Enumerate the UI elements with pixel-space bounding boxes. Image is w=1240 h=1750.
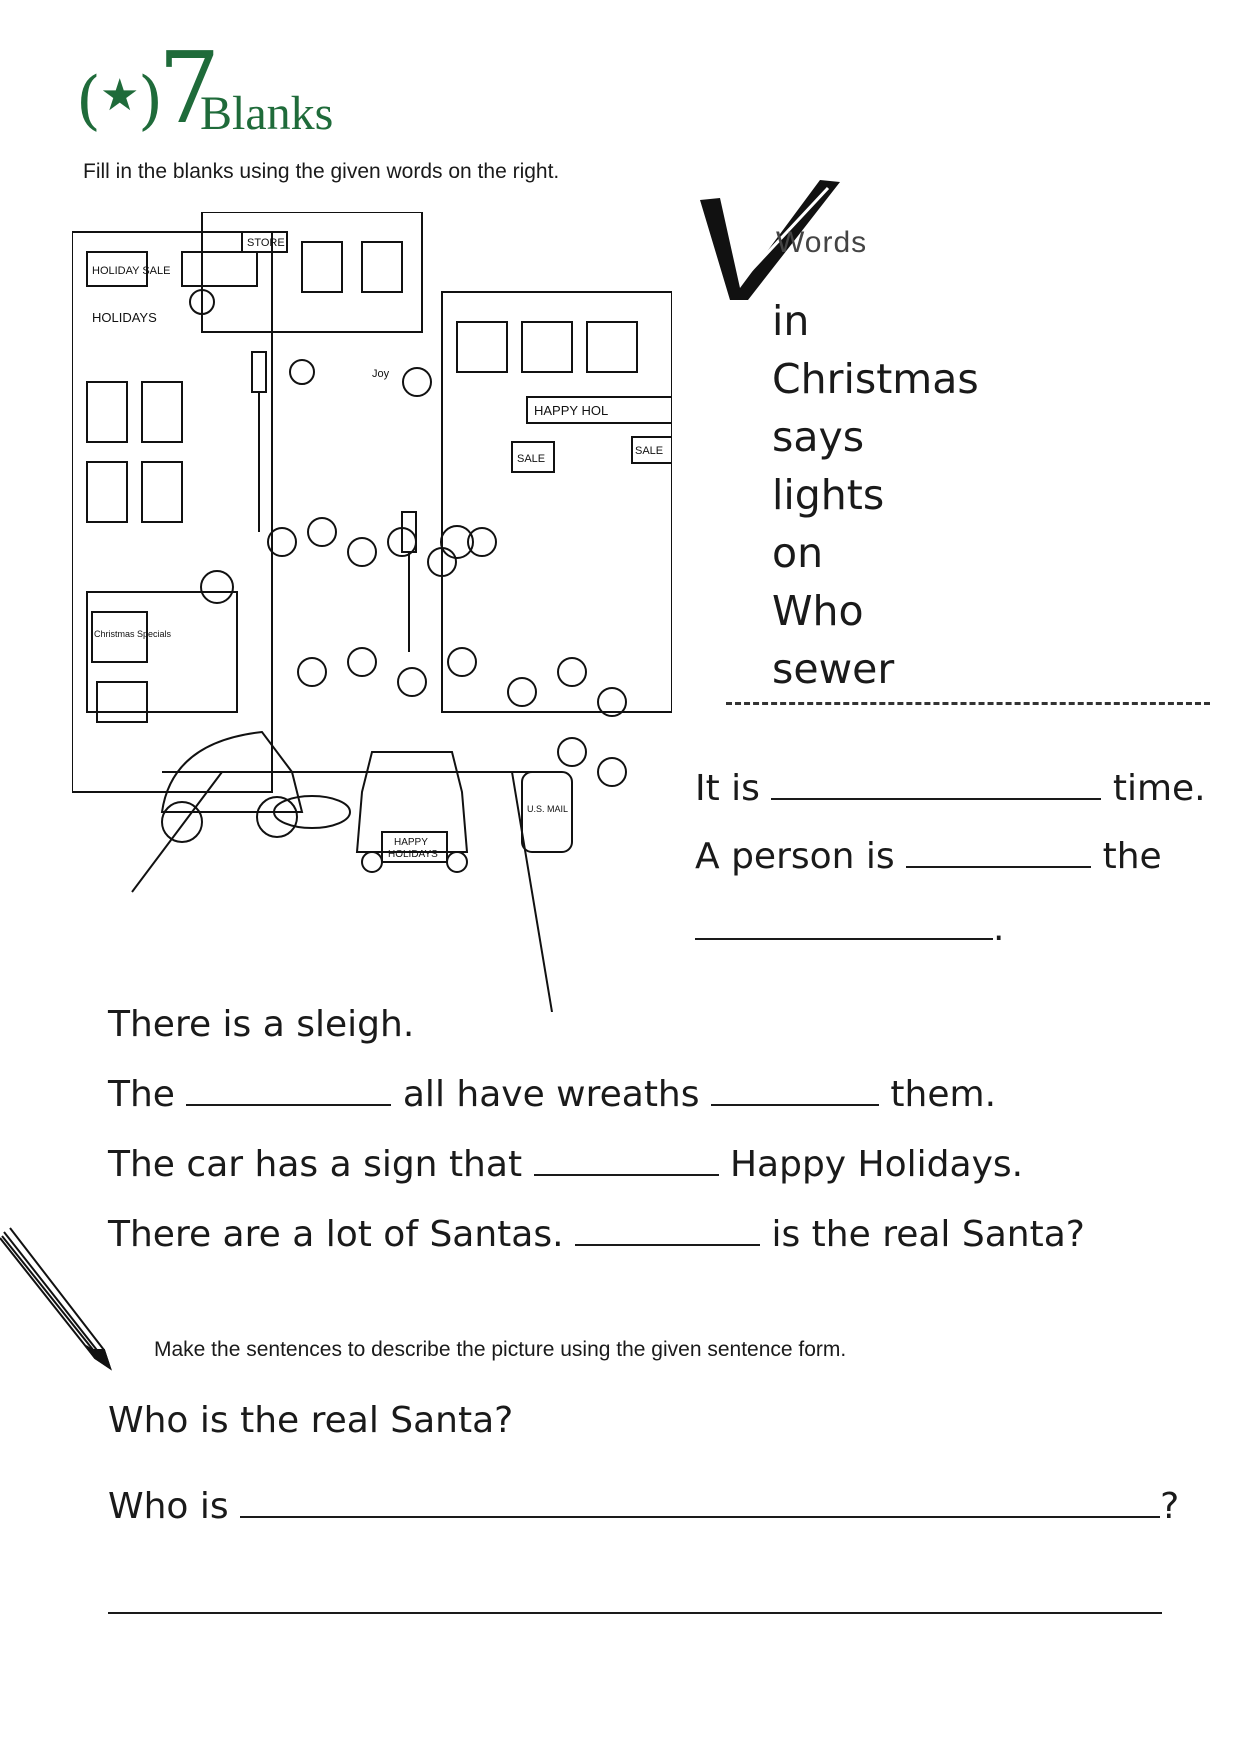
sign-joy: Joy: [372, 368, 390, 380]
sign-store: STORE: [247, 237, 285, 249]
star-icon: ★: [100, 70, 140, 121]
sign-sale-1: SALE: [517, 453, 546, 465]
blank-field[interactable]: [906, 836, 1091, 868]
christmas-street-illustration: [72, 212, 672, 1012]
blank-field[interactable]: [240, 1486, 1160, 1518]
sentence-text: The car has a sign that: [108, 1144, 523, 1185]
logo: [76, 32, 376, 150]
sentence-text: ?: [1160, 1486, 1180, 1527]
blank-field[interactable]: [534, 1144, 719, 1176]
sign-mail: U.S. MAIL: [527, 804, 569, 814]
sentence-text: time.: [1112, 768, 1206, 809]
sentence-text: the: [1102, 836, 1162, 877]
sign-happy-hol: HAPPY HOL: [534, 403, 609, 418]
sentence-2: [695, 836, 1162, 877]
sign-holiday-sale: HOLIDAY SALE: [92, 265, 171, 277]
sentence-3: There is a sleigh.: [108, 1004, 415, 1045]
sentence-text: Happy Holidays.: [729, 1144, 1024, 1185]
sign-christmas-specials: Christmas Specials: [94, 629, 172, 639]
blank-field[interactable]: [186, 1074, 391, 1106]
word-item: says: [772, 413, 865, 461]
word-list: [772, 292, 979, 698]
car-sign-line1: HAPPY: [394, 837, 428, 848]
sentence-text: .: [993, 908, 1005, 949]
sentence-text: Who is: [108, 1486, 229, 1527]
sentence-text: A person is: [695, 836, 895, 877]
prompt-sentence: [108, 1486, 1179, 1527]
word-item: in: [772, 297, 810, 345]
sentence-text: It is: [695, 768, 760, 809]
example-sentence: Who is the real Santa?: [108, 1400, 514, 1441]
logo-paren-open: (: [76, 64, 101, 138]
sign-sale-2: SALE: [635, 445, 664, 457]
dashed-divider: [726, 702, 1210, 705]
instruction-2: Make the sentences to describe the picture using the given sentence form.: [154, 1338, 847, 1361]
pencil-icon: [0, 1218, 130, 1388]
sentence-text: is the real Santa?: [771, 1214, 1085, 1255]
word-item: sewer: [772, 645, 895, 693]
blank-field[interactable]: [575, 1214, 760, 1246]
word-item: on: [772, 529, 824, 577]
instruction: Fill in the blanks using the given words on the right.: [83, 160, 560, 183]
blank-field[interactable]: [695, 908, 993, 940]
logo-paren-close: ): [138, 64, 163, 138]
sentence-text: all have wreaths: [402, 1074, 700, 1115]
sentence-6: [108, 1214, 1085, 1255]
sign-holidays: HOLIDAYS: [92, 310, 157, 325]
sentence-5: [108, 1144, 1023, 1185]
sentence-2-continued: [695, 908, 1004, 949]
sentence-text: There are a lot of Santas.: [108, 1214, 564, 1255]
blank-field[interactable]: [711, 1074, 879, 1106]
sentence-text: The: [108, 1074, 175, 1115]
sentence-1: [695, 768, 1206, 809]
answer-line[interactable]: [108, 1612, 1162, 1614]
words-label: Words: [776, 226, 868, 259]
logo-number: 7: [158, 32, 221, 146]
car-sign-line2: HOLIDAYS: [388, 849, 438, 860]
word-item: Who: [772, 587, 864, 635]
word-item: lights: [772, 471, 885, 519]
blank-field[interactable]: [771, 768, 1101, 800]
logo-title: Blanks: [200, 87, 334, 140]
sentence-4: [108, 1074, 996, 1115]
word-item: Christmas: [772, 355, 979, 403]
sentence-text: them.: [890, 1074, 997, 1115]
